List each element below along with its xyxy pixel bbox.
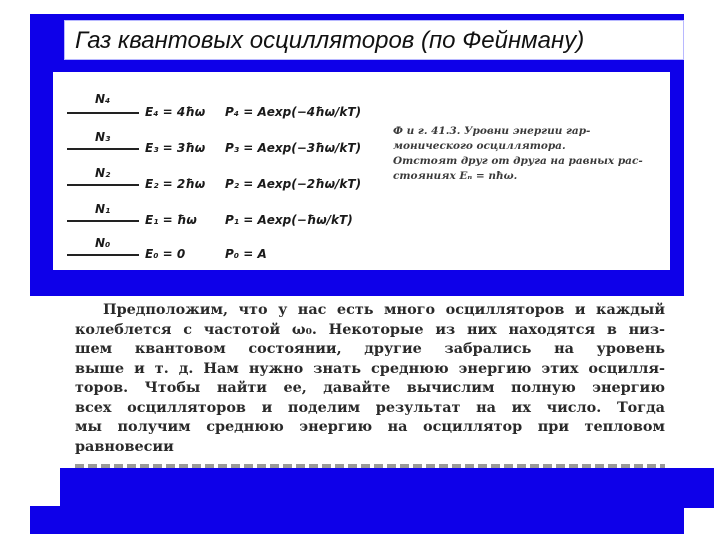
body-paragraph [75, 300, 665, 456]
level-probability-0: P₀ = A [225, 247, 267, 261]
title-box [64, 20, 684, 60]
level-population-3: N₃ [95, 130, 111, 144]
level-energy-0: E₀ = 0 [145, 247, 186, 261]
paragraph-line: шем квантовом состоянии, другие забрались на уровень [75, 340, 665, 357]
figure-caption [393, 124, 663, 184]
level-energy-1: E₁ = ħω [145, 213, 197, 227]
caption-line: стояниях Eₙ = nħω. [393, 170, 518, 182]
paragraph-line: торов. Чтобы найти ее, давайте вычислим полную энергию [75, 379, 665, 396]
level-energy-3: E₃ = 3ħω [145, 141, 206, 155]
level-probability-2: P₂ = Aexp(−2ħω/kT) [225, 177, 362, 191]
paragraph-line: мы получим среднюю энергию на осциллятор при тепловом [75, 418, 665, 435]
level-line-1 [67, 220, 139, 222]
level-line-4 [67, 112, 139, 114]
paragraph-line: всех осцилляторов и поделим результат на их число. Тогда [75, 398, 665, 416]
caption-line: Отстоят друг от друга на равных рас- [393, 155, 643, 167]
level-energy-4: E₄ = 4ħω [145, 105, 206, 119]
level-line-3 [67, 148, 139, 150]
paragraph-line: равновесии [75, 437, 174, 455]
level-population-4: N₄ [95, 92, 111, 106]
frame-bottom-band [60, 468, 714, 508]
energy-levels-figure [53, 72, 670, 270]
paragraph-line: Предположим, что у нас есть много осцилляторов и каждый [103, 301, 665, 318]
level-line-2 [67, 184, 139, 186]
level-energy-2: E₂ = 2ħω [145, 177, 206, 191]
paragraph-line: колеблется с частотой ω₀. Некоторые из них находятся в низ- [75, 320, 665, 338]
level-population-2: N₂ [95, 166, 111, 180]
text-excerpt [30, 296, 684, 506]
level-probability-3: P₃ = Aexp(−3ħω/kT) [225, 141, 362, 155]
caption-line: Ф и г. 41.3. Уровни энергии гар- [393, 125, 591, 137]
level-line-0 [67, 254, 139, 256]
level-probability-1: P₁ = Aexp(−ħω/kT) [225, 213, 353, 227]
caption-line: монического осциллятора. [393, 140, 566, 152]
level-population-1: N₁ [95, 202, 111, 216]
level-population-0: N₀ [95, 236, 111, 250]
paragraph-line: выше и т. д. Нам нужно знать среднюю энергию этих осцилля- [75, 359, 665, 377]
slide-title: Газ квантовых осцилляторов (по Фейнману) [75, 27, 585, 54]
level-probability-4: P₄ = Aexp(−4ħω/kT) [225, 105, 362, 119]
